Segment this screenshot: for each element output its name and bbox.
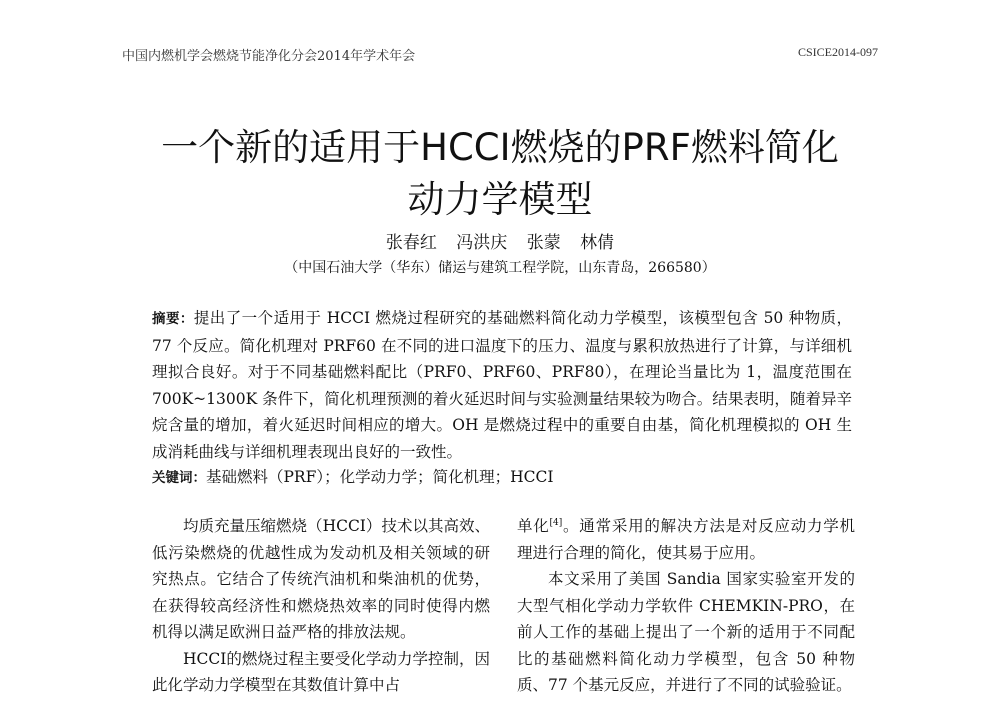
keywords (152, 464, 852, 491)
body-column-right (517, 513, 855, 699)
affiliation: （中国石油大学（华东）储运与建筑工程学院，山东青岛，266580） (284, 260, 716, 276)
conference-header: 中国内燃机学会燃烧节能净化分会2014年学术年会 (122, 49, 416, 64)
title-line-1: 一个新的适用于HCCI燃烧的PRF燃料简化 (161, 126, 839, 169)
abstract (152, 305, 852, 465)
body-column-left (152, 513, 490, 699)
title-line-2: 动力学模型 (407, 178, 593, 221)
authors: 张春红 冯洪庆 张蒙 林倩 (385, 233, 615, 253)
paragraph: 本文采用了美国 Sandia 国家实验室开发的大型气相化学动力学软件 CHEMKIN-PRO，在前人工作的基础上提出了一个新的适用于不同配比的基础燃料简化动力学模型，包含 50 种物质、77 个基元反应，并进行了不同的试验验证。 (517, 570, 855, 694)
abstract-label: 摘要： (152, 311, 194, 327)
keywords-text: 基础燃料（PRF）；化学动力学；简化机理；HCCI (206, 468, 554, 486)
paragraph (517, 513, 855, 566)
citation-ref[interactable]: [4] (549, 517, 563, 528)
paragraph: 均质充量压缩燃烧（HCCI）技术以其高效、低污染燃烧的优越性成为发动机及相关领域的研究热点。它结合了传统汽油机和柴油机的优势，在获得较高经济性和燃烧热效率的同时使得内燃机得以满足欧洲日益严格的排放法规。 (152, 517, 490, 641)
abstract-text: 提出了一个适用于 HCCI 燃烧过程研究的基础燃料简化动力学模型，该模型包含 50 种物质，77 个反应。简化机理对 PRF60 在不同的进口温度下的压力、温度与累积放热进行了计算，与详细机理拟合良好。对于不同基础燃料配比（PRF0、PRF60、PRF80），在理论当量比为 1，温度范围在 700K~1300K 条件下，简化机理预测的着火延迟时间与实验测量结果较为吻合。结果表明，随着异辛烷含量的增加，着火延迟时间相应的增大。OH 是燃烧过程中的重要自由基，简化机理模拟的 OH 生成消耗曲线与详细机理表现出良好的一致性。 (152, 309, 853, 461)
paper-title (100, 122, 900, 226)
paragraph-rest: 。通常采用的解决方法是对反应动力学机理进行合理的简化，使其易于应用。 (517, 517, 855, 562)
paragraph: HCCI的燃烧过程主要受化学动力学控制，因此化学动力学模型在其数值计算中占 (152, 649, 490, 694)
keywords-label: 关键词： (152, 470, 206, 486)
paper-id: CSICE2014-097 (797, 45, 878, 59)
paragraph-start: 单化 (517, 517, 550, 535)
